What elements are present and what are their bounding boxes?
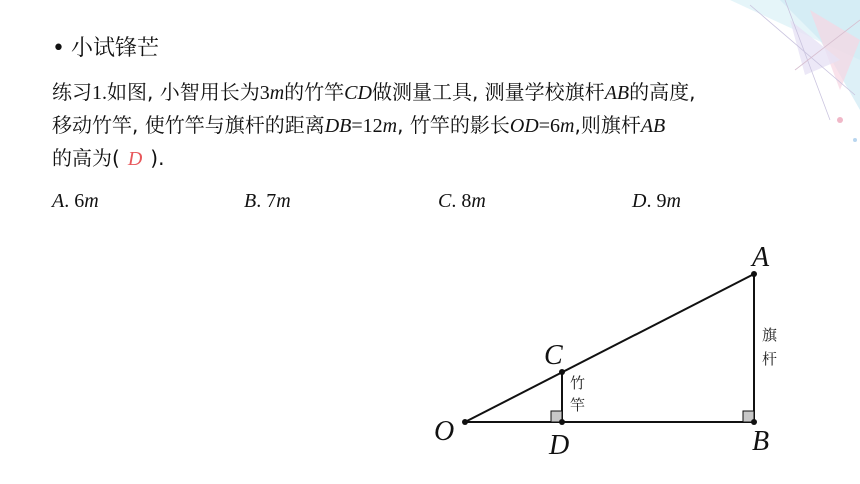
- problem-line-2: [52, 109, 842, 142]
- math-unit: m: [382, 115, 398, 137]
- problem-line-1: [52, 76, 842, 109]
- section-heading: [52, 34, 159, 64]
- geometry-figure: [420, 238, 820, 478]
- math-number: =12: [351, 115, 383, 137]
- answer-blank: D: [127, 148, 143, 170]
- problem-number: 1.: [92, 82, 107, 104]
- math-unit: m: [560, 115, 575, 137]
- point-d: [559, 419, 565, 425]
- option-d[interactable]: [632, 190, 681, 213]
- option-label: A: [52, 190, 65, 212]
- section-title: 小试锋芒: [70, 36, 159, 61]
- text-segment: 如图, 小智用长为: [107, 80, 260, 104]
- point-b: [751, 419, 757, 425]
- option-a[interactable]: [52, 190, 99, 213]
- text-segment: ,则旗杆: [574, 113, 641, 137]
- problem-text: [52, 76, 842, 175]
- pole-label-bottom: 竿: [570, 396, 586, 414]
- math-number: 3: [259, 82, 270, 104]
- option-unit: m: [276, 190, 291, 212]
- math-segment-ab: AB: [604, 82, 630, 104]
- math-segment-cd: CD: [344, 82, 372, 104]
- text-segment: 做测量工具, 测量学校旗杆: [371, 80, 605, 104]
- text-segment: 的竹竿: [284, 80, 345, 104]
- text-segment: 的高度,: [629, 80, 696, 104]
- option-value: . 8: [451, 190, 472, 212]
- option-unit: m: [84, 190, 99, 212]
- option-value: . 6: [64, 190, 85, 212]
- math-segment-ab: AB: [640, 115, 666, 137]
- label-a: A: [752, 242, 770, 273]
- flagpole-label-bottom: 杆: [762, 350, 778, 368]
- text-segment: 练习: [52, 80, 92, 104]
- option-c[interactable]: [438, 190, 486, 213]
- flagpole-label-top: 旗: [762, 326, 778, 344]
- math-unit: m: [269, 82, 285, 104]
- text-segment: ).: [150, 146, 165, 170]
- option-value: . 9: [646, 190, 667, 212]
- option-b[interactable]: [244, 190, 291, 213]
- bullet-marker: •: [52, 36, 65, 61]
- pole-label-top: 竹: [570, 374, 586, 392]
- text-segment: 的高为(: [52, 146, 120, 170]
- option-unit: m: [471, 190, 486, 212]
- label-b: B: [752, 426, 770, 457]
- sun-ray-line-oa: [465, 274, 754, 422]
- math-number: =6: [538, 115, 561, 137]
- option-value: . 7: [256, 190, 277, 212]
- option-label: D: [632, 190, 647, 212]
- option-unit: m: [666, 190, 681, 212]
- label-o: O: [434, 416, 455, 447]
- math-segment-db: DB: [324, 115, 352, 137]
- text-segment: , 竹竿的影长: [397, 113, 510, 137]
- problem-line-3: [52, 142, 842, 175]
- option-label: B: [244, 190, 257, 212]
- point-o: [462, 419, 468, 425]
- label-d: D: [549, 430, 570, 461]
- option-label: C: [438, 190, 452, 212]
- text-segment: 移动竹竿, 使竹竿与旗杆的距离: [52, 113, 325, 137]
- answer-options: [52, 190, 812, 220]
- math-segment-od: OD: [509, 115, 539, 137]
- label-c: C: [544, 340, 563, 371]
